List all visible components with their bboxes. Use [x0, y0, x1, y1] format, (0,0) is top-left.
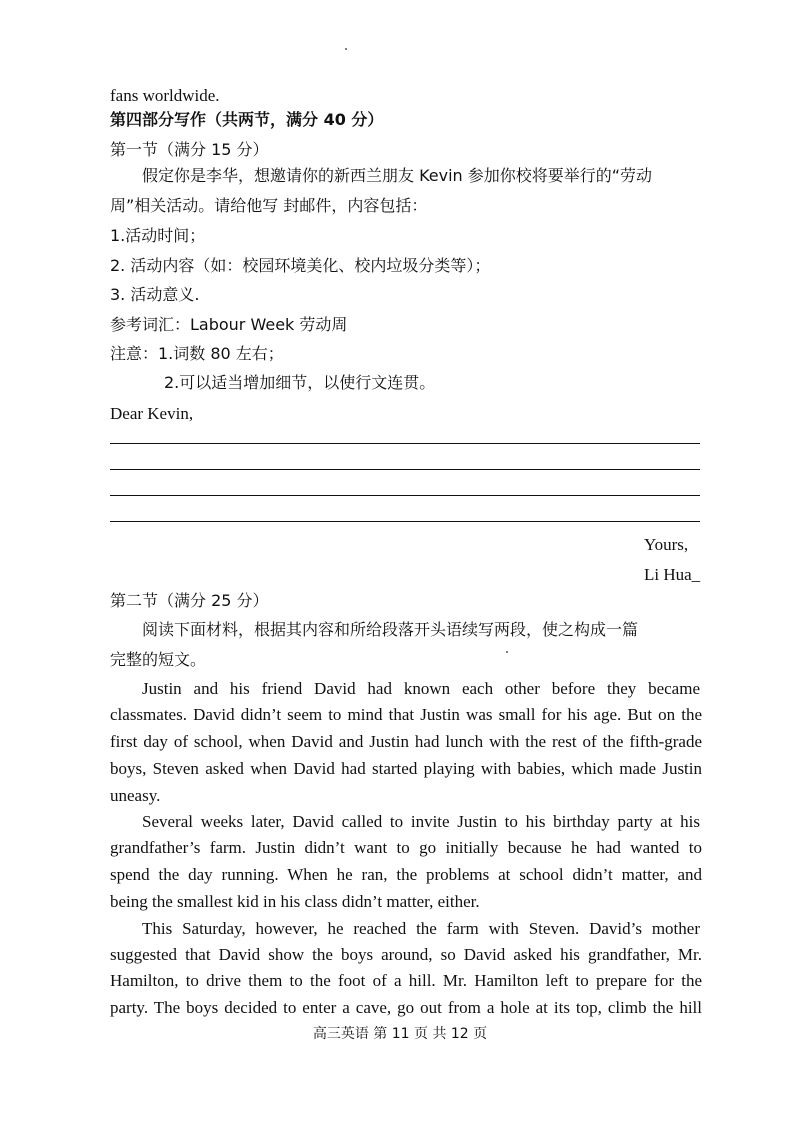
- vocab-hint: 参考词汇：Labour Week 劳动周: [110, 315, 348, 334]
- note-line-1: 注意：1.词数 80 左右；: [110, 344, 284, 363]
- writing-line: [110, 443, 700, 444]
- top-fragment: fans worldwide.: [110, 86, 220, 105]
- section1-heading: 第一节（满分 15 分）: [110, 140, 269, 159]
- part4-heading: 第四部分写作（共两节，满分 40 分）: [110, 110, 384, 129]
- section2-prompt-line2: 完整的短文。: [110, 650, 207, 669]
- section2-prompt-line1: 阅读下面材料，根据其内容和所给段落开头语续写两段，使之构成一篇: [142, 620, 639, 639]
- passage-line: party. The boys decided to enter a cave, go out from a hole at its top, climb the hill: [110, 998, 702, 1017]
- content-item-3: 3. 活动意义.: [110, 285, 200, 304]
- scan-speck: [506, 651, 508, 653]
- writing-line: [110, 521, 700, 522]
- passage-line: boys, Steven asked when David had started playing with babies, which made Justin: [110, 759, 702, 778]
- passage-line: Hamilton, to drive them to the foot of a hill. Mr. Hamilton left to prepare for the: [110, 971, 702, 990]
- section2-heading: 第二节（满分 25 分）: [110, 591, 269, 610]
- writing-line: [110, 495, 700, 496]
- letter-signature: Li Hua_: [644, 565, 701, 584]
- section1-prompt-line1: 假定你是李华，想邀请你的新西兰朋友 Kevin 参加你校将要举行的“劳动: [142, 166, 653, 185]
- passage-line: This Saturday, however, he reached the farm with Steven. David’s mother: [142, 919, 700, 938]
- scan-speck: [345, 48, 347, 50]
- passage-line: suggested that David show the boys around, so David asked his grandfather, Mr.: [110, 945, 702, 964]
- content-item-2: 2. 活动内容（如：校园环境美化、校内垃圾分类等）；: [110, 256, 491, 275]
- note-line-2: 2.可以适当增加细节，以使行文连贯。: [164, 373, 436, 392]
- letter-salutation: Dear Kevin,: [110, 404, 194, 423]
- letter-closing: Yours,: [644, 535, 689, 554]
- section1-prompt-line2: 周”相关活动。请给他写 封邮件，内容包括：: [110, 196, 428, 215]
- writing-line: [110, 469, 700, 470]
- passage-line: first day of school, when David and Justin had lunch with the rest of the fifth-grade: [110, 732, 702, 751]
- passage-line: classmates. David didn’t seem to mind that Justin was small for his age. But on the: [110, 705, 702, 724]
- passage-line: Several weeks later, David called to invite Justin to his birthday party at his: [142, 812, 700, 831]
- passage-line: being the smallest kid in his class didn’t matter, either.: [110, 892, 480, 911]
- content-item-1: 1.活动时间；: [110, 226, 206, 245]
- passage-line: grandfather’s farm. Justin didn’t want to go initially because he had wanted to: [110, 838, 702, 857]
- passage-line: uneasy.: [110, 786, 161, 805]
- passage-line: spend the day running. When he ran, the problems at school didn’t matter, and: [110, 865, 702, 884]
- passage-line: Justin and his friend David had known each other before they became: [142, 679, 700, 698]
- page-footer: 高三英语 第 11 页 共 12 页: [312, 1026, 488, 1042]
